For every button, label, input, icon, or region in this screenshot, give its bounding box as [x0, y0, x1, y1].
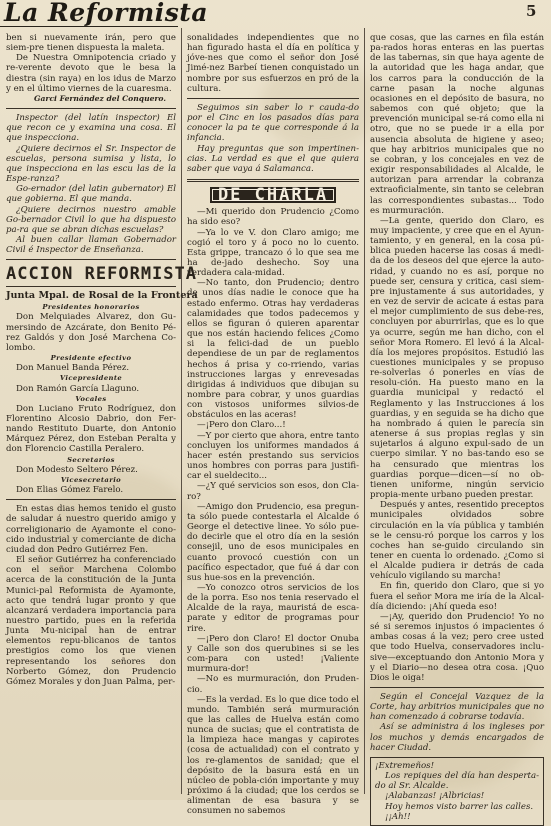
column-3 [370, 33, 544, 826]
role-label: Vicesecretario [60, 475, 122, 484]
notice-line: ¡¡Ah!! [385, 811, 411, 822]
column-heading-wrapper [187, 185, 359, 206]
paragraph: Don Manuel Banda Pérez. [16, 363, 130, 374]
paragraph: Según el Concejal Vazquez de la Corte, hay arbitrios municipales que no han comenzado á cobrarse todavía. [370, 692, 544, 723]
paragraph: Don Modesto Seltero Pérez. [16, 464, 138, 475]
dialogue: —Amigo don Prudencio, esa pregun-ta sólo puede contestarla el Alcalde ó George el detective linee. Yo sólo pue-do decirle que el otro día en la sesión consejil, uno de esos municipales en cuanto provocó cuestión con un pacífico espectador, que fué á dar con sus hue-sos en la prevención. [187, 501, 359, 583]
column-1 [6, 33, 198, 687]
page-number: 5 [526, 2, 537, 20]
divider [6, 286, 176, 287]
paragraph: —La gente, querido don Claro, es muy impaciente, y cree que en el Ayun-tamiento, y en general, en la cosa pú-blica pueden hacerse las cosas á medi-da de los deseos del que ejerce la auto-ridad, y cuando no es así, porque no puede ser, censura y critica, casi siem-pre injustamente á sus autoridades, y en vez de servir de acicate á estas para el mejor cumplimiento de sus debe-res, concluyen por aburrirlas, que es lo que ya ocurre, según me han dicho, con el señor Mora Romero. El levó á la Alcal-día los mejores propósitos. Estudió las cuestiones municipales y se propuso re-solverlas ó ponerles en vías de resolu-ción. Ha puesto mano en la guardia municipal y redactó el Reglamento y las Instrucciones á los guardias, y en seguida se ha dicho que ha nombrado á quien le parecía sin atenerse á sus propias reglas y sin sujetarlos á alguno expul-sado de un cuerpo similar. Y no bas-tando eso se ha censurado que mientras los guardias porque—dicen—sí no ob-tienen uniforme, ningún servicio propia-mente urbano pueden prestar. [370, 215, 544, 501]
divider [187, 98, 359, 99]
paragraph: Al buen callar llaman Gobernador Civil é Inspector de Enseñanza. [6, 234, 176, 256]
paragraph: Inspector (del latín inspector) El que recon ce y examina una cosa. El que inspecciona. [6, 113, 176, 144]
paragraph: —¡Ay, querido don Prudencio! Yo no sé si seremos injustos ó impacientes ó ambas cosas á la vez; pero cree usted que todo Huelva, conservadores inclu-sive—exceptuando don Antonio Mora y y el Diario—no desea otra cosa. ¡Quo Dios le oiga! [370, 611, 544, 683]
paragraph: Así se administra á los ingleses por los muchos y demás encargados de hacer Ciudad. [370, 722, 544, 753]
notice-line: ¡Alabanzas! ¡Albricias! [385, 791, 485, 802]
paragraph: ¿Quiere decirnos nuestro amable Go-bernador Civil lo que ha dispuesto pa-ra que se abran dichas escuelas? [6, 204, 176, 235]
role-label: Vocales [75, 394, 107, 403]
section-subheading: Junta Mpal. de Rosal de la Frontera [6, 290, 198, 302]
masthead-rule [0, 26, 178, 27]
paragraph: Hay preguntas que son impertinen-cias. La verdad es que el que quiera saber que vaya á Salamanca. [187, 143, 359, 174]
column-2 [187, 33, 359, 817]
notice-line: Hoy hemos visto barrer las calles. [385, 801, 534, 812]
paragraph: ¿Quiere decirnos el Sr. Inspector de escuelas, persona sumisa y lista, lo que inspecciona en las escu las de la Espe-ranza? [6, 143, 176, 185]
role-label: Vicepresidente [59, 374, 123, 383]
paragraph: Don Elias Gómez Farelo. [16, 485, 124, 496]
paragraph: Don Ramón García Llaguno. [16, 383, 140, 394]
notice-box [370, 757, 544, 826]
dialogue: —Yo conozco otros servicios de los de la porra. Eso nos tenia reservado el Alcalde de la raya, mauristá de esca-parate y editor de programas pour rire. [187, 582, 359, 634]
section-heading: ACCION REFORMISTA [6, 264, 197, 285]
dialogue: —No es murmuración, don Pruden-cio. [187, 674, 359, 695]
dialogue: —Es la verdad. Es lo que dice todo el mundo. También será murmuración que las calles de Huelva están como nunca de sucias; que el contratista de la limpieza hace mangas y capirotes (cosa de actualidad) con el contrato y los re-glamentos de sanidad; que el depósito de la basura está en un núcleo de pobla-ción importante y muy próximo á la ciudad; que los cerdos se alimentan de esa basura y se consumen no sabemos [187, 694, 359, 817]
divider [370, 687, 544, 688]
masthead [0, 0, 209, 28]
paragraph: El señor Gutiérrez ha conferenciado con el señor Marchena Colombo acerca de la constitución de la Junta Munici-pal Reformista de Ayamonte, acto que tendrá lugar pronto y que alcanzará verdadera importancia para nuestro partido, pues en la referida Junta Mu-nicipal han de entrar elementos repu-blicanos de tantos prestigios como los que vienen representando los señores don Norberto Gómez, don Prudencio Gómez Morales y don Juan Palma, per- [6, 555, 176, 687]
column-heading: DE CHARLA [210, 187, 336, 203]
dialogue: —No tanto, don Prudencio; dentro de unos días nadie le conoce que ha estado enfermo. Otras hay verdaderas calamidades que todos padecemos y ellos se figuran ó quieren aparentar que nos están haciendo felices ¿Como si la felici-dad de un pueblo dependiese de un par de reglamentos hechos á prisa y co-rriendo, varias instrucciones largas y enrevesadas dirigidas á individuos que dibujan su nombre para cobrar, y unos guardias con vistosos uniformes silvios-de obstáculos en las aceras! [187, 278, 359, 421]
divider [6, 259, 176, 260]
role-label: Presidente efectivo [50, 354, 132, 363]
paragraph: Don Luciano Fruto Rodríguez, don Florentino Alcosio Dabrio, don Fer-nando Restituto Duarte, don Antonio Márquez Pérez, don Esteban Peralta y don Florencio Castilla Peralero. [6, 403, 176, 455]
dialogue: —Mi querido don Prudencio ¿Como ha sido eso? [187, 207, 359, 228]
divider [6, 499, 176, 500]
dialogue: —¿Y qué servicios son esos, don Cla-ro? [187, 481, 359, 502]
dialogue: —¡Pero don Claro...! [197, 420, 286, 431]
paragraph: Go-ernador (del latin gubernator) El que gobierna. El que manda. [6, 184, 176, 205]
paragraph: En fin, querido don Claro, que si yo fuera el señor Mora me iría de la Alcal-día diciendo: ¡Ahí queda eso! [370, 581, 544, 612]
notice-line: Los repiques del día han desperta-do al Sr. Alcalde. [375, 771, 539, 792]
signature: Garci Fernández del Conquero. [34, 93, 166, 103]
paragraph: que cosas, que las carnes en fila están pa-rados horas enteras en las puertas de las tabernas, sin que haya agente de la autoridad que les haga andar, que los carros para la conducción de la carne pasan la noche algunas ocasiones en el depósito de basura, no sabemos con qué objeto; que la prevención municipal se-rá como ella ni otro, que no se puede ir a ella por ausencia absoluta de higiene y aseo; que hay arbitrios municipales que no se cobran, y los concejales en vez de exigir responsabilidades al Alcalde, le autorizan para arrendar la cobranza extraoficialmente, sin tanto se celebran las correspondientes subastas... Todo es murmuración. [370, 33, 544, 216]
divider [6, 108, 176, 109]
paragraph: En estas dias hemos tenido el gusto de saludar á nuestro querido amigo y correligionario de Ayamonte el cono-cido industrial y comerciante de dicha ciudad don Pedro Gutiérrez Fen. [6, 504, 176, 555]
dialogue: —¡Pero don Claro! El doctor Onuba y Calle son dos querubines si se les com-para con usted! ¡Valiente murmura-dor! [187, 633, 359, 675]
column-divider [364, 28, 365, 794]
paragraph: Después y antes, resentido preceptos municipales olvidados sobre circulación en la vía pública y también se le censu-ró porque los carros y los coches han se-guido circulando sin tener en cuenta lo ordenado. ¿Como si el Alcalde pudiera ir detrás de cada vehículo vigilando su marcha! [370, 500, 544, 582]
role-label: Presidentes honorarios [42, 303, 140, 312]
notice-heading: ¡Extremeños! [375, 760, 435, 771]
divider [187, 179, 359, 182]
column-divider [181, 28, 182, 794]
masthead-title: La Reformista [4, 0, 209, 27]
paragraph: De Nuestra Omnipotencia criado y re-verente devoto que le besa la diestra (sin raya) en los idus de Marzo y en el último viernes de la cuaresma. [6, 53, 176, 94]
role-label: Secretarios [67, 455, 115, 464]
dialogue: —Y por cierto que ahora, entre tanto concluyen los uniformes mandados á hacer estén prestando sus servicios unos hombres con porras para justifi-car el sueldecito... [187, 430, 359, 482]
dialogue: —Ya lo ve V. don Claro amigo; me cogió el toro y á poco no lo cuento. Esta grippe, trancazo ó lo que sea me ha de-jado deshecho. Soy una verdadera cala-midad. [187, 227, 359, 279]
paragraph: sonalidades independientes que no han figurado hasta el día en política y jóve-nes que como el señor don José Jimé-nez Barbeí tienen conquistado un nombre por sus esfuerzos en pró de la cultura. [187, 33, 359, 94]
paragraph: Seguimos sin saber lo r cauda-do por el Cinc en los pasados días para conocer la pa te que corresponde á la infancia. [187, 102, 359, 144]
paragraph: ben si nuevamente irán, pero que siem-pre tienen dispuesta la maleta. [6, 33, 176, 54]
paragraph: Don Melquiades Alvarez, don Gu-mersindo de Azcárate, don Benito Pé-rez Galdós y don José Marchena Co-lombo. [6, 312, 176, 353]
